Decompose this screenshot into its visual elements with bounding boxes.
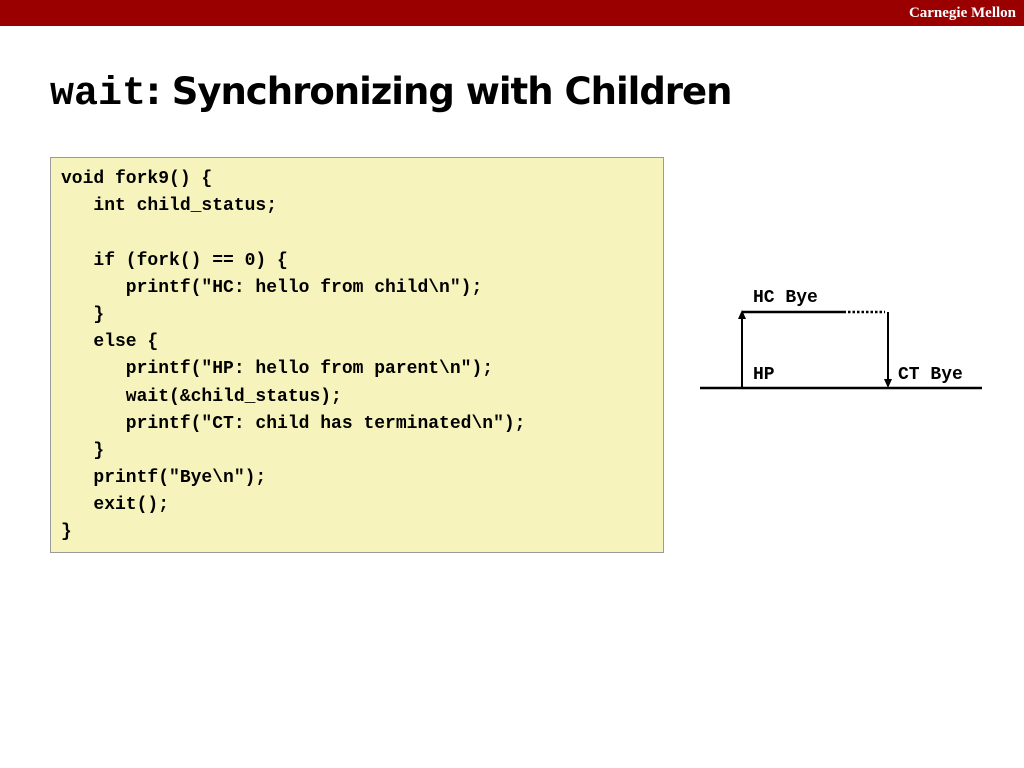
code-line: wait(&child_status); [61,386,342,407]
header-bar [0,0,1024,26]
process-graph-drawing [696,280,996,410]
label-hc-bye: HC Bye [753,288,818,308]
code-line: printf("HC: hello from child\n"); [61,277,483,298]
code-line: } [61,304,105,325]
code-listing [61,166,525,547]
code-line: } [61,522,72,543]
code-line: exit(); [61,495,170,516]
join-arrowhead-icon [884,379,892,388]
title-text: : Synchronizing with Children [146,70,732,113]
code-block [50,157,664,553]
code-line: printf("HP: hello from parent\n"); [61,359,494,380]
code-line: printf("Bye\n"); [61,468,267,489]
code-line: int child_status; [61,196,278,217]
code-line: else { [61,332,159,353]
title-keyword: wait [50,72,147,117]
page-title [50,66,732,121]
org-name: Carnegie Mellon [908,5,1016,21]
code-line: void fork9() { [61,169,213,189]
process-graph [696,280,996,410]
label-hp: HP [753,365,775,385]
label-ct-bye: CT Bye [898,365,963,385]
code-line: if (fork() == 0) { [61,250,288,271]
code-line: } [61,440,105,461]
code-line: printf("CT: child has terminated\n"); [61,413,526,434]
code-line [61,220,525,247]
